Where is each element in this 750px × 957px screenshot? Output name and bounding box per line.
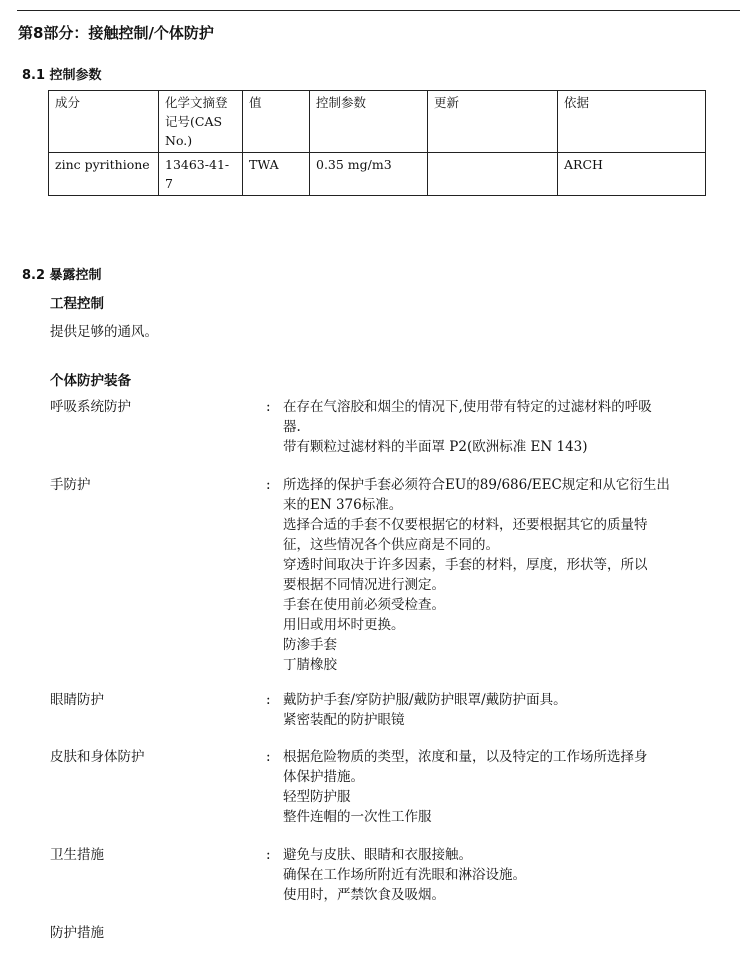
ppe-item-line: 来的EN 376标准。 bbox=[283, 497, 403, 513]
ppe-item-line: 确保在工作场所附近有洗眼和淋浴设施。 bbox=[283, 867, 526, 883]
table-row bbox=[49, 153, 706, 196]
ppe-item-colon: : bbox=[266, 477, 271, 493]
ppe-item-colon: : bbox=[266, 847, 271, 863]
header-cell: 依据 bbox=[558, 91, 706, 153]
cell-param: 0.35 mg/m3 bbox=[310, 153, 428, 196]
ppe-item-colon: : bbox=[266, 399, 271, 415]
exposure-title: 8.2 暴露控制 bbox=[22, 268, 102, 283]
ppe-item-label: 眼睛防护 bbox=[50, 692, 104, 708]
ppe-item-line: 根据危险物质的类型，浓度和量，以及特定的工作场所选择身 bbox=[283, 749, 648, 765]
header-cell: 化学文摘登记号(CAS No.) bbox=[159, 91, 243, 153]
ppe-item-line: 手套在使用前必须受检查。 bbox=[283, 597, 445, 613]
control-params-table bbox=[48, 90, 706, 196]
ppe-item-text bbox=[283, 845, 713, 905]
header-cell: 控制参数 bbox=[310, 91, 428, 153]
ppe-item-line: 带有颗粒过滤材料的半面罩 P2(欧洲标准 EN 143) bbox=[283, 439, 588, 455]
cell-component: zinc pyrithione bbox=[49, 153, 159, 196]
cell-update bbox=[428, 153, 558, 196]
top-rule bbox=[17, 10, 740, 11]
cell-value: TWA bbox=[243, 153, 310, 196]
cell-basis: ARCH bbox=[558, 153, 706, 196]
ppe-item-line: 选择合适的手套不仅要根据它的材料，还要根据其它的质量特 bbox=[283, 517, 648, 533]
ppe-item-line: 使用时，严禁饮食及吸烟。 bbox=[283, 887, 445, 903]
ppe-item-line: 紧密装配的防护眼镜 bbox=[283, 712, 405, 728]
ppe-item-line: 征，这些情况各个供应商是不同的。 bbox=[283, 537, 499, 553]
ppe-item-line: 整件连帽的一次性工作服 bbox=[283, 809, 432, 825]
ppe-item-label: 皮肤和身体防护 bbox=[50, 749, 145, 765]
ppe-item-line: 要根据不同情况进行测定。 bbox=[283, 577, 445, 593]
ppe-item-label: 呼吸系统防护 bbox=[50, 399, 131, 415]
ppe-title: 个体防护装备 bbox=[50, 373, 131, 389]
ppe-item-colon: : bbox=[266, 692, 271, 708]
ppe-item-line: 丁腈橡胶 bbox=[283, 657, 337, 673]
control-params-title: 8.1 控制参数 bbox=[22, 68, 102, 83]
ppe-item-line: 穿透时间取决于许多因素，手套的材料，厚度，形状等，所以 bbox=[283, 557, 648, 573]
cell-cas: 13463-41-7 bbox=[159, 153, 243, 196]
ppe-item-label: 卫生措施 bbox=[50, 847, 104, 863]
ppe-item-line: 用旧或用坏时更换。 bbox=[283, 617, 405, 633]
ppe-item-text bbox=[283, 690, 713, 730]
header-cell: 更新 bbox=[428, 91, 558, 153]
ppe-item-line: 器. bbox=[283, 419, 301, 435]
engineering-text: 提供足够的通风。 bbox=[50, 324, 158, 340]
protective-measures-label: 防护措施 bbox=[50, 925, 104, 941]
table-header-row bbox=[49, 91, 706, 153]
section-title: 第8部分：接触控制/个体防护 bbox=[18, 24, 214, 42]
ppe-item-line: 轻型防护服 bbox=[283, 789, 351, 805]
ppe-item-colon: : bbox=[266, 749, 271, 765]
engineering-title: 工程控制 bbox=[50, 296, 104, 312]
ppe-item-line: 防渗手套 bbox=[283, 637, 337, 653]
ppe-item-line: 体保护措施。 bbox=[283, 769, 364, 785]
ppe-item-line: 所选择的保护手套必须符合EU的89/686/EEC规定和从它衍生出 bbox=[283, 477, 670, 493]
header-cell: 成分 bbox=[49, 91, 159, 153]
ppe-item-text bbox=[283, 475, 713, 675]
ppe-item-line: 戴防护手套/穿防护服/戴防护眼罩/戴防护面具。 bbox=[283, 692, 567, 708]
ppe-item-text bbox=[283, 397, 713, 457]
ppe-item-line: 在存在气溶胶和烟尘的情况下,使用带有特定的过滤材料的呼吸 bbox=[283, 399, 652, 415]
ppe-item-line: 避免与皮肤、眼睛和衣服接触。 bbox=[283, 847, 472, 863]
ppe-item-label: 手防护 bbox=[50, 477, 91, 493]
ppe-item-text bbox=[283, 747, 713, 827]
header-cell: 值 bbox=[243, 91, 310, 153]
